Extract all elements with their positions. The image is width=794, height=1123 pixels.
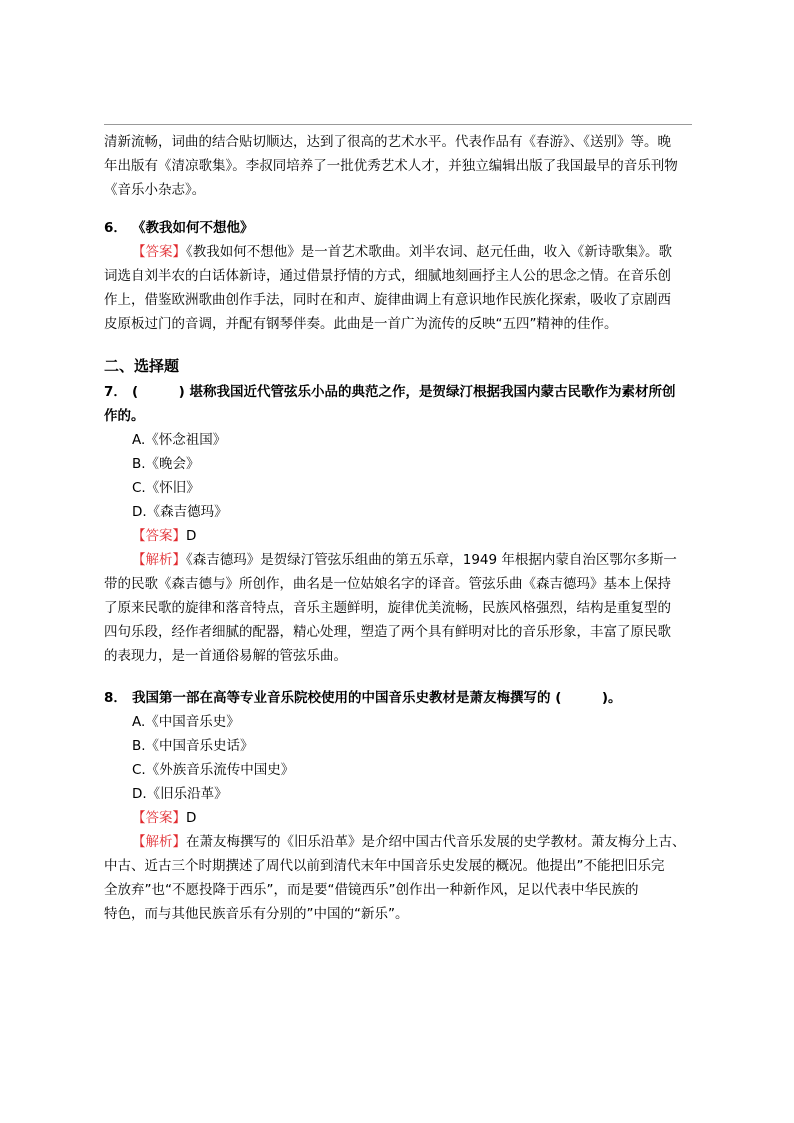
option-d: D.《旧乐沿革》 <box>132 786 228 802</box>
analysis-line: 特色，而与其他民族音乐有分别的”中国的“新乐”。 <box>104 906 409 922</box>
option-c: C.《怀旧》 <box>132 480 200 496</box>
section-heading <box>104 354 694 378</box>
answer-text: 《教我如何不想他》是一首艺术歌曲。刘半农词、赵元任曲，收入《新诗歌集》。歌 <box>186 244 672 260</box>
analysis-line: 带的民歌《森吉德与》所创作，曲名是一位姑娘名字的译音。管弦乐曲《森吉德玛》基本上保持 <box>104 576 671 592</box>
answer-label: 【答案】 <box>132 528 186 544</box>
question-number: 7． <box>104 384 127 400</box>
answer-label: 【答案】 <box>132 244 186 260</box>
answer-line <box>104 240 694 264</box>
option-d: D.《森吉德玛》 <box>132 504 228 520</box>
answer-value: D <box>186 528 197 544</box>
answer-value: D <box>186 810 197 826</box>
answer-line <box>104 806 694 830</box>
analysis-line: 全放弃”也“不愿投降于西乐”，而是要“借镜西乐”创作出一种新作风，足以代表中华民族的 <box>104 882 639 898</box>
analysis-label: 【解析】 <box>132 552 186 568</box>
analysis-text: 《森吉德玛》是贺绿汀管弦乐组曲的第五乐章，1949 年根据内蒙自治区鄂尔多斯一 <box>186 552 677 568</box>
option-a: A.《中国音乐史》 <box>132 714 240 730</box>
header-rule <box>104 124 692 125</box>
intro-line: 年出版有《清凉歌集》。李叔同培养了一批优秀艺术人才，并独立编辑出版了我国最早的音乐刊物 <box>104 158 678 174</box>
option-b: B.《中国音乐史话》 <box>132 738 254 754</box>
answer-label: 【答案】 <box>132 810 186 826</box>
analysis-line: 的表现力，是一首通俗易解的管弦乐曲。 <box>104 648 347 664</box>
question-8 <box>104 686 694 926</box>
option-c: C.《外族音乐流传中国史》 <box>132 762 295 778</box>
analysis-text: 在萧友梅撰写的《旧乐沿革》是介绍中国古代音乐发展的史学教材。萧友梅分上古、 <box>186 834 686 850</box>
analysis-line <box>104 548 694 572</box>
question-stem: 作的。 <box>104 408 145 424</box>
question-7 <box>104 380 694 668</box>
question-number: 8． <box>104 690 127 706</box>
intro-line: 《音乐小杂志》。 <box>104 182 206 198</box>
option-a: A.《怀念祖国》 <box>132 432 227 448</box>
answer-line: 词选自刘半农的白话体新诗，通过借景抒情的方式，细腻地刻画抒主人公的思念之情。在音乐创 <box>104 268 671 284</box>
analysis-line: 四句乐段，经作者细腻的配器，精心处理，塑造了两个具有鲜明对比的音乐形象，丰富了原民歌 <box>104 624 671 640</box>
analysis-label: 【解析】 <box>132 834 186 850</box>
question-number: 6． <box>104 220 127 236</box>
answer-line: 皮原板过门的音调，并配有钢琴伴奏。此曲是一首广为流传的反映“五四”精神的佳作。 <box>104 316 618 332</box>
intro-line: 清新流畅，词曲的结合贴切顺达，达到了很高的艺术水平。代表作品有《春游》、《送别》等。晚 <box>104 134 671 150</box>
question-stem <box>104 686 694 710</box>
question-title: 《教我如何不想他》 <box>132 220 254 236</box>
option-b: B.《晚会》 <box>132 456 200 472</box>
question-stem-text: 我国第一部在高等专业音乐院校使用的中国音乐史教材是萧友梅撰写的 ( )。 <box>132 690 622 706</box>
analysis-line: 了原来民歌的旋律和落音特点，音乐主题鲜明，旋律优美流畅，民族风格强烈，结构是重复型的 <box>104 600 671 616</box>
question-stem <box>104 380 694 404</box>
analysis-line <box>104 830 694 854</box>
answer-line <box>104 524 694 548</box>
question-6-title <box>104 216 694 240</box>
answer-line: 作上，借鉴欧洲歌曲创作手法，同时在和声、旋律曲调上有意识地作民族化探索，吸收了京剧西 <box>104 292 671 308</box>
question-stem-text: ( ) 堪称我国近代管弦乐小品的典范之作，是贺绿汀根据我国内蒙古民歌作为素材所创 <box>132 384 676 400</box>
section-title: 二、选择题 <box>104 357 180 375</box>
question-6 <box>104 216 694 336</box>
analysis-line: 中古、近古三个时期撰述了周代以前到清代末年中国音乐史发展的概况。他提出”不能把旧乐完 <box>104 858 665 874</box>
intro-paragraph <box>104 130 694 202</box>
